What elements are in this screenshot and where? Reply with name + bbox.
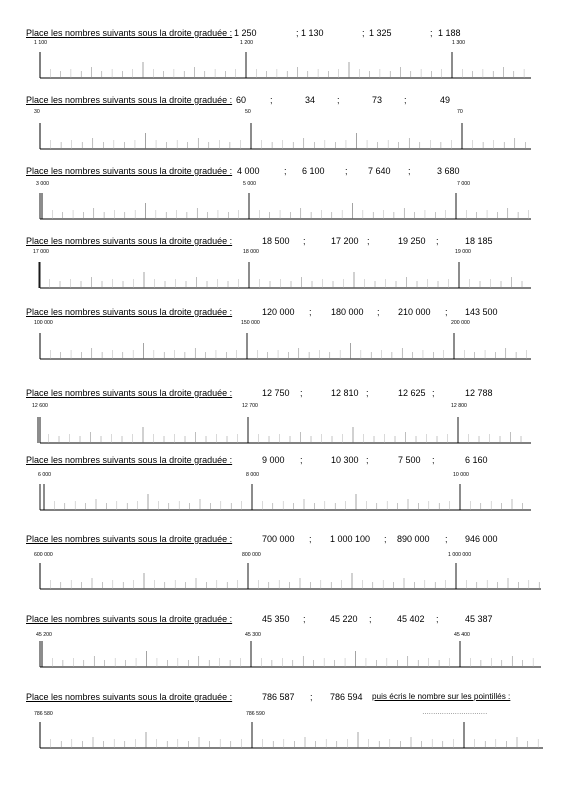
number-to-place: 210 000 (398, 307, 431, 317)
separator: ; (284, 166, 287, 176)
axis-label: 5 000 (243, 181, 256, 187)
axis-label: 19 000 (455, 249, 471, 255)
number-to-place: 946 000 (465, 534, 498, 544)
number-to-place: 18 185 (465, 236, 493, 246)
exercise-5 (0, 307, 566, 379)
exercise-3 (0, 166, 566, 239)
number-to-place: 12 750 (262, 388, 290, 398)
exercise-1 (0, 28, 566, 98)
separator: ; (367, 236, 370, 246)
separator: ; (445, 534, 448, 544)
number-to-place: 17 200 (331, 236, 359, 246)
number-to-place: 786 587 (262, 692, 295, 702)
separator: ; (303, 236, 306, 246)
axis-label: 10 000 (453, 472, 469, 478)
instruction-text: Place les nombres suivants sous la droite graduée : (26, 307, 233, 317)
number-to-place: 6 160 (465, 455, 488, 465)
number-to-place: 1 000 100 (330, 534, 371, 544)
separator: ; (303, 614, 306, 624)
axis-label: 6 000 (38, 472, 51, 478)
instruction-text: Place les nombres suivants sous la droite graduée : (26, 28, 233, 38)
separator: ; (377, 307, 380, 317)
number-to-place: 1 250 (234, 28, 257, 38)
number-to-place: 890 000 (397, 534, 430, 544)
axis-label: 150 000 (241, 320, 260, 326)
axis-label: 800 000 (242, 552, 261, 558)
separator: ; (310, 692, 313, 702)
axis-label: 50 (245, 109, 251, 115)
number-line (0, 166, 566, 223)
number-to-place: 12 788 (465, 388, 493, 398)
number-line (0, 307, 566, 363)
number-line (0, 692, 566, 752)
number-line (0, 534, 566, 593)
number-to-place: 12 810 (331, 388, 359, 398)
separator: ; (430, 28, 433, 38)
axis-label: 70 (457, 109, 463, 115)
separator: ; (309, 307, 312, 317)
separator: ; (436, 236, 439, 246)
axis-label: 18 000 (243, 249, 259, 255)
number-to-place: 9 000 (262, 455, 285, 465)
separator: ; (384, 534, 387, 544)
exercise-10 (0, 692, 566, 768)
number-to-place: 12 625 (398, 388, 426, 398)
axis-label: 45 300 (245, 632, 261, 638)
separator: ; (408, 166, 411, 176)
number-to-place: 10 300 (331, 455, 359, 465)
separator: ; (345, 166, 348, 176)
number-to-place: 49 (440, 95, 451, 105)
instruction-text: Place les nombres suivants sous la droite graduée : (26, 166, 233, 176)
exercise-8 (0, 534, 566, 609)
instruction-text: Place les nombres suivants sous la droite graduée : (26, 455, 233, 465)
number-to-place: 19 250 (398, 236, 426, 246)
axis-label: 786 580 (34, 711, 53, 717)
number-to-place: 1 188 (438, 28, 461, 38)
instruction-text: Place les nombres suivants sous la droite graduée : (26, 95, 233, 105)
exercise-7 (0, 455, 566, 530)
axis-label: 12 800 (451, 403, 467, 409)
instruction-text: Place les nombres suivants sous la droite graduée : (26, 692, 233, 702)
separator: ; (369, 614, 372, 624)
axis-label: 12 600 (32, 403, 48, 409)
separator: ; (432, 388, 435, 398)
axis-label: 1 000 000 (448, 552, 472, 558)
axis-label: 17 000 (33, 249, 49, 255)
axis-label: 8 000 (246, 472, 259, 478)
number-to-place: 45 387 (465, 614, 493, 624)
number-to-place: 143 500 (465, 307, 498, 317)
axis-label: 30 (34, 109, 40, 115)
number-line (0, 95, 566, 153)
number-to-place: 700 000 (262, 534, 295, 544)
number-to-place: 45 402 (397, 614, 425, 624)
number-to-place: 1 130 (301, 28, 324, 38)
axis-label: 45 200 (36, 632, 52, 638)
number-line (0, 236, 566, 292)
axis-label: 600 000 (34, 552, 53, 558)
number-to-place: 60 (236, 95, 247, 105)
number-line (0, 28, 566, 82)
exercise-2 (0, 95, 566, 169)
instruction-text: Place les nombres suivants sous la droite graduée : (26, 534, 233, 544)
separator: ; (445, 307, 448, 317)
number-to-place: 1 325 (369, 28, 392, 38)
number-to-place: 45 350 (262, 614, 290, 624)
number-to-place: 18 500 (262, 236, 290, 246)
separator: ; (432, 455, 435, 465)
instruction-text: Place les nombres suivants sous la droite graduée : (26, 614, 233, 624)
axis-label: 1 200 (240, 40, 253, 46)
separator: ; (366, 455, 369, 465)
separator: ; (436, 614, 439, 624)
separator: ; (366, 388, 369, 398)
separator: ; (296, 28, 299, 38)
separator: ; (337, 95, 340, 105)
axis-label: 45 400 (454, 632, 470, 638)
axis-label: 1 100 (34, 40, 47, 46)
separator: ; (404, 95, 407, 105)
axis-label: 100 000 (34, 320, 53, 326)
axis-label: 200 000 (451, 320, 470, 326)
instruction-text: Place les nombres suivants sous la droite graduée : (26, 236, 233, 246)
axis-label: 1 300 (452, 40, 465, 46)
number-to-place: 73 (372, 95, 383, 105)
axis-label: 786 590 (246, 711, 265, 717)
number-to-place: 7 500 (398, 455, 421, 465)
exercise-9 (0, 614, 566, 687)
number-to-place: 180 000 (331, 307, 364, 317)
number-to-place: 3 680 (437, 166, 460, 176)
separator: ; (309, 534, 312, 544)
exercise-4 (0, 236, 566, 308)
number-line (0, 614, 566, 671)
number-to-place: 6 100 (302, 166, 325, 176)
number-to-place: 34 (305, 95, 316, 105)
separator: ; (300, 388, 303, 398)
separator: ; (300, 455, 303, 465)
axis-label: 12 700 (242, 403, 258, 409)
separator: ; (270, 95, 273, 105)
instruction-tail-text: puis écris le nombre sur les pointillés : (372, 692, 511, 701)
number-to-place: 45 220 (330, 614, 358, 624)
number-line (0, 388, 566, 447)
separator: ; (362, 28, 365, 38)
instruction-text: Place les nombres suivants sous la droite graduée : (26, 388, 233, 398)
answer-dotted-line[interactable]: ………………………… (422, 709, 487, 716)
axis-label: 7 000 (457, 181, 470, 187)
number-line (0, 455, 566, 514)
axis-label: 3 000 (36, 181, 49, 187)
number-to-place: 786 594 (330, 692, 363, 702)
number-to-place: 7 640 (368, 166, 391, 176)
number-to-place: 120 000 (262, 307, 295, 317)
number-to-place: 4 000 (237, 166, 260, 176)
exercise-6 (0, 388, 566, 463)
